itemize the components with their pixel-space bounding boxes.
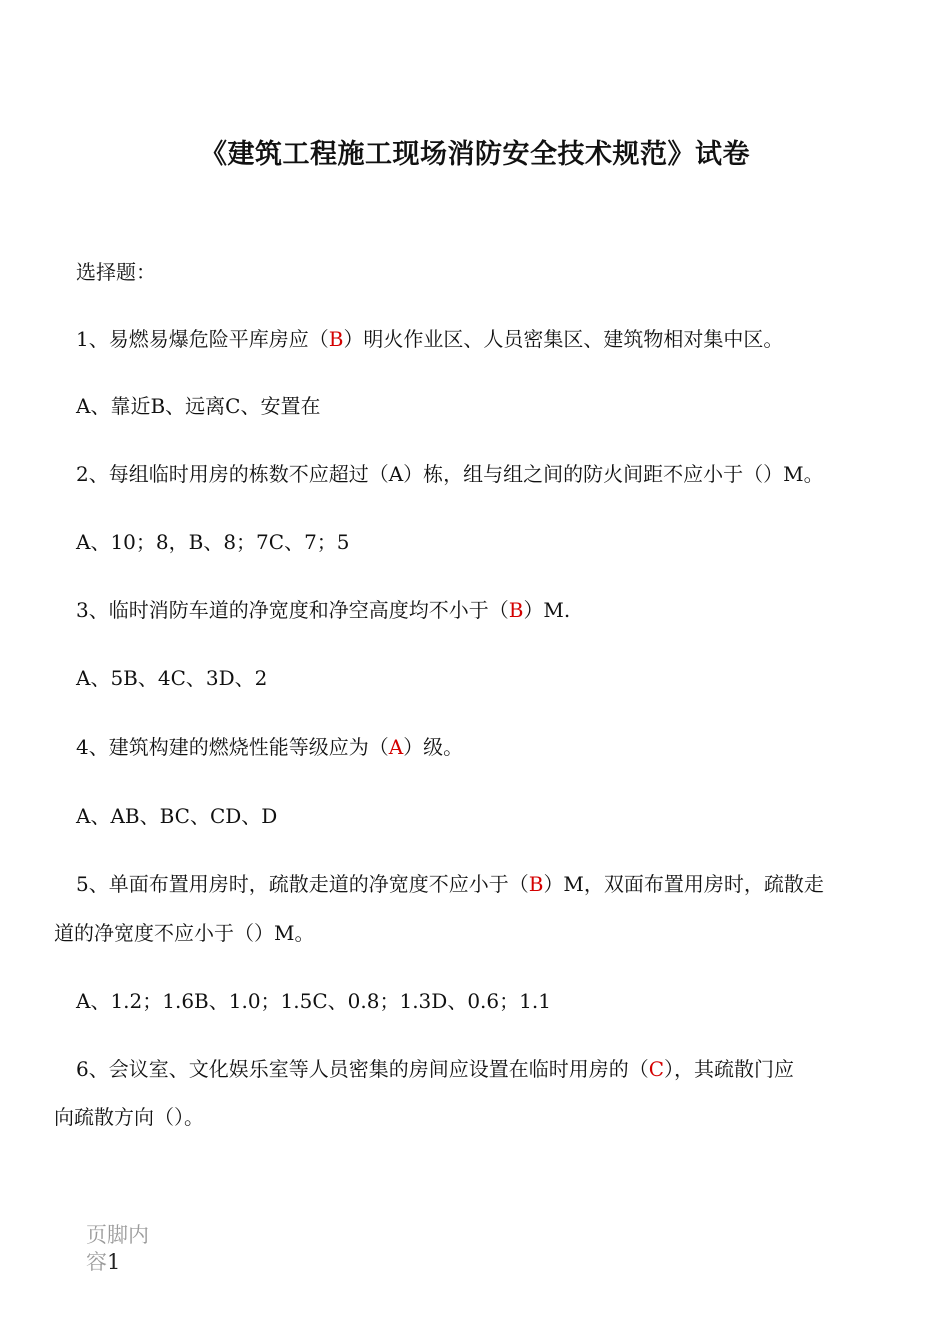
question-6 [76, 1055, 794, 1083]
answer-marker: B [328, 327, 344, 351]
question-text: ）级。 [403, 735, 464, 759]
answer-marker: C [648, 1057, 665, 1081]
question-text: ）明火作业区、人员密集区、建筑物相对集中区。 [343, 327, 784, 351]
question-text: 4、建筑构建的燃烧性能等级应为（ [76, 735, 389, 759]
question-text: 6、会议室、文化娱乐室等人员密集的房间应设置在临时用房的（ [76, 1057, 649, 1081]
question-1 [76, 325, 783, 353]
question-3 [76, 596, 570, 624]
question-2: 2、每组临时用房的栋数不应超过（A）栋，组与组之间的防火间距不应小于（）M。 [76, 462, 824, 486]
question-4-options: A、AB、BC、CD、D [76, 804, 278, 828]
question-3-options: A、5B、4C、3D、2 [76, 666, 268, 690]
answer-marker: B [508, 598, 524, 622]
question-4 [76, 733, 463, 761]
question-6-continued: 向疏散方向（）。 [54, 1105, 204, 1129]
page-footer [86, 1222, 156, 1276]
question-text: ），其疏散门应 [664, 1057, 795, 1081]
document-title: 《建筑工程施工现场消防安全技术规范》试卷 [200, 139, 750, 170]
question-1-options: A、靠近B、远离C、安置在 [76, 394, 321, 418]
question-2-options: A、10；8，B、8；7C、7；5 [76, 530, 350, 554]
answer-marker: B [528, 872, 544, 896]
page-number: 1 [107, 1250, 121, 1274]
question-5-options: A、1.2；1.6B、1.0；1.5C、0.8；1.3D、0.6；1.1 [76, 989, 551, 1013]
answer-marker: A [388, 735, 404, 759]
question-text: 5、单面布置用房时，疏散走道的净宽度不应小于（ [76, 872, 529, 896]
question-text: ）M. [523, 598, 571, 622]
footer-text: 页脚内容 [86, 1223, 149, 1274]
question-text: 1、易燃易爆危险平库房应（ [76, 327, 329, 351]
question-text: 3、临时消防车道的净宽度和净空高度均不小于（ [76, 598, 509, 622]
question-5-continued: 道的净宽度不应小于（）M。 [54, 921, 315, 945]
question-5 [76, 870, 824, 898]
section-label: 选择题： [76, 260, 156, 284]
question-text: ）M，双面布置用房时，疏散走 [543, 872, 824, 896]
